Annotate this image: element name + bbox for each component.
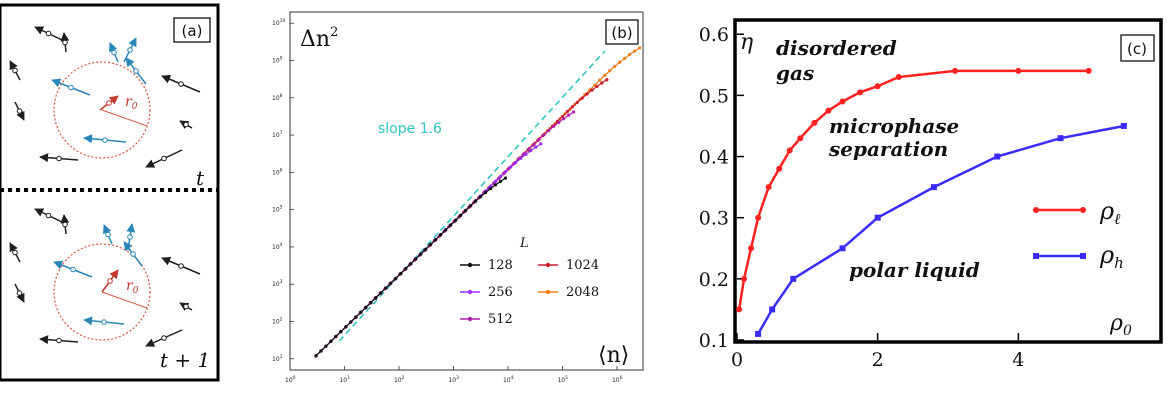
series-point-L128 — [319, 349, 322, 352]
series-point-L2048 — [628, 53, 631, 56]
legend-marker-rho-high — [1080, 253, 1086, 259]
time-label-bottom: t + 1 — [160, 348, 211, 372]
series-point-L128 — [344, 325, 347, 328]
x-tick-label: $10^6$ — [611, 376, 623, 384]
series-point-L128 — [364, 306, 367, 309]
legend-marker-L2048 — [546, 290, 550, 294]
series-point-rho-low — [755, 215, 761, 221]
series-point-L2048 — [598, 79, 601, 82]
panel-a-label: (a) — [181, 22, 203, 40]
x-tick-label: 2 — [871, 349, 884, 371]
series-point-rho-low — [1086, 68, 1092, 74]
agents-top — [10, 27, 200, 167]
legend-marker-L256 — [468, 290, 472, 294]
series-point-rho-low — [952, 68, 958, 74]
series-point-L128 — [464, 209, 467, 212]
series-point-rho-low — [766, 184, 772, 190]
neighbor-dot — [106, 232, 111, 237]
series-point-L512 — [547, 129, 550, 132]
series-point-L256 — [494, 180, 497, 183]
series-point-L128 — [424, 248, 427, 251]
neighbor-dot — [128, 235, 133, 240]
panel-b-ticks — [272, 18, 623, 384]
y-tick-label: $10^8$ — [272, 93, 283, 102]
region-polar-liquid: polar liquid — [849, 258, 980, 282]
panel-b-plot-frame — [290, 12, 643, 370]
panel-c-series — [736, 68, 1127, 337]
neighbor-dot — [103, 138, 108, 143]
agent-dot — [179, 82, 184, 87]
series-point-rho-low — [857, 89, 863, 95]
panel-c-ticks — [699, 24, 1025, 371]
series-point-L2048 — [603, 74, 606, 77]
legend-label-L2048: 2048 — [566, 285, 600, 300]
series-point-rho-high — [931, 184, 937, 190]
legend-label-L128: 128 — [488, 258, 513, 273]
series-point-L128 — [434, 238, 437, 241]
series-point-L128 — [494, 183, 497, 186]
series-point-rho-low — [787, 147, 793, 153]
series-point-rho-high — [875, 215, 881, 221]
series-point-L512 — [562, 117, 565, 120]
series-point-L128 — [394, 277, 397, 280]
y-tick-label: $10^5$ — [272, 205, 283, 214]
series-point-rho-high — [790, 276, 796, 282]
legend-marker-L512 — [468, 317, 472, 321]
neighbor-dot — [131, 252, 136, 257]
series-point-L128 — [339, 330, 342, 333]
series-point-rho-low — [875, 83, 881, 89]
region-microphase-line1: microphase — [829, 114, 960, 138]
neighbor-dot — [112, 50, 117, 55]
series-point-rho-low — [1015, 68, 1021, 74]
series-point-L512 — [537, 138, 540, 141]
y-tick-label: $10^1$ — [272, 354, 283, 363]
agent-dot — [57, 338, 62, 343]
neighbor-dot — [134, 69, 139, 74]
series-point-rho-high — [840, 245, 846, 251]
legend-marker-rho-low — [1033, 207, 1039, 213]
series-point-L1024 — [566, 110, 569, 113]
series-point-L256 — [514, 161, 517, 164]
series-point-rho-low — [825, 108, 831, 114]
series-point-L128 — [484, 191, 487, 194]
agent-dot — [184, 304, 189, 309]
panel-a-frame — [0, 5, 218, 380]
series-point-L128 — [469, 204, 472, 207]
agent-dot — [162, 336, 167, 341]
agents-bottom — [10, 209, 200, 346]
series-point-L256 — [534, 146, 537, 149]
series-point-L256 — [504, 170, 507, 173]
x-tick-label: $10^1$ — [339, 376, 351, 384]
series-point-L1024 — [571, 105, 574, 108]
series-point-L1024 — [576, 101, 579, 104]
legend-label-L1024: 1024 — [566, 258, 600, 273]
series-point-rho-high — [755, 331, 761, 337]
series-point-L1024 — [595, 85, 598, 88]
panel-c-label: (c) — [1127, 40, 1147, 58]
agent-dot — [46, 31, 51, 36]
series-point-L1024 — [605, 78, 608, 81]
series-point-L128 — [454, 219, 457, 222]
y-tick-label: $10^4$ — [272, 242, 283, 251]
region-disordered-gas-line2: gas — [776, 61, 815, 85]
series-point-L1024 — [590, 88, 593, 91]
series-point-L128 — [314, 354, 317, 357]
series-point-L512 — [557, 121, 560, 124]
y-tick-label: $10^7$ — [272, 131, 283, 140]
region-disordered-gas-line1: disordered — [776, 36, 897, 60]
panel-b-fluctuations — [272, 12, 643, 384]
series-point-L128 — [359, 311, 362, 314]
y-tick-label: $10^3$ — [272, 280, 283, 289]
panel-a-agents — [0, 5, 218, 380]
series-point-L128 — [324, 345, 327, 348]
series-point-rho-high — [769, 306, 775, 312]
series-point-L512 — [542, 133, 545, 136]
series-point-L128 — [444, 228, 447, 231]
legend-label-L256: 256 — [488, 285, 513, 300]
legend-marker-L128 — [468, 263, 472, 267]
series-point-rho-low — [797, 135, 803, 141]
radius-label-top: $r_0$ — [125, 94, 138, 112]
series-point-L128 — [409, 262, 412, 265]
series-line-L2048 — [316, 48, 640, 356]
series-point-L2048 — [608, 69, 611, 72]
panel-c-legend — [1033, 197, 1124, 272]
series-point-L128 — [369, 301, 372, 304]
radius-line-top — [102, 110, 147, 126]
series-point-L2048 — [638, 46, 641, 49]
neighbor-dot — [128, 48, 133, 53]
y-tick-label: $10^{10}$ — [272, 19, 286, 28]
panel-b-label: (b) — [611, 24, 633, 42]
agent-dot — [17, 291, 22, 296]
neighbor-dot — [102, 320, 107, 325]
agent-dot — [184, 122, 189, 127]
legend-marker-rho-high — [1033, 253, 1039, 259]
agent-dot — [17, 109, 22, 114]
legend-label-rho-high: $\rho_h$ — [1100, 241, 1124, 272]
series-point-L256 — [539, 142, 542, 145]
series-line-L1024 — [316, 80, 607, 356]
series-point-rho-low — [736, 306, 742, 312]
panel-b-xlabel: ⟨n⟩ — [598, 343, 630, 368]
agent-dot — [13, 250, 18, 255]
y-tick-label: 0.6 — [698, 24, 729, 47]
series-point-L256 — [509, 165, 512, 168]
panel-b-ylabel: $\Delta n^2$ — [300, 25, 339, 52]
series-point-L1024 — [585, 92, 588, 95]
series-point-rho-low — [741, 276, 747, 282]
agent-dot — [57, 156, 62, 161]
legend-marker-rho-low — [1080, 207, 1086, 213]
x-tick-label: $10^2$ — [393, 376, 405, 384]
series-point-L256 — [519, 157, 522, 160]
y-tick-label: 0.2 — [698, 268, 729, 291]
series-point-L128 — [399, 272, 402, 275]
series-point-L128 — [489, 187, 492, 190]
x-tick-label: $10^4$ — [502, 376, 514, 384]
x-tick-label: 4 — [1012, 349, 1025, 371]
y-tick-label: 0.4 — [698, 146, 729, 169]
legend-label-L512: 512 — [488, 312, 513, 327]
series-point-L1024 — [600, 81, 603, 84]
series-point-L512 — [567, 114, 570, 117]
series-point-L512 — [532, 142, 535, 145]
series-point-L128 — [504, 177, 507, 180]
series-point-L2048 — [618, 61, 621, 64]
x-tick-label: $10^5$ — [557, 376, 569, 384]
series-point-rho-low — [811, 120, 817, 126]
neighbor-dot — [71, 267, 76, 272]
time-label-top: t — [196, 166, 205, 190]
series-line-L128 — [316, 178, 506, 356]
panel-b-legend — [460, 258, 599, 327]
series-point-L128 — [329, 340, 332, 343]
series-point-L128 — [334, 335, 337, 338]
series-point-rho-high — [1121, 123, 1127, 129]
series-point-L128 — [479, 195, 482, 198]
focal-dot — [108, 279, 113, 284]
series-line-L512 — [316, 112, 574, 356]
series-point-L256 — [529, 149, 532, 152]
series-point-L128 — [384, 286, 387, 289]
legend-marker-L1024 — [546, 263, 550, 267]
series-point-L128 — [474, 199, 477, 202]
agent-dot — [162, 156, 167, 161]
series-point-L128 — [349, 320, 352, 323]
series-point-L128 — [429, 243, 432, 246]
agent-dot — [179, 264, 184, 269]
neighbor-dot — [69, 85, 74, 90]
series-point-L128 — [404, 267, 407, 270]
radius-line-bottom — [102, 292, 147, 308]
agent-dot — [63, 40, 68, 45]
series-point-L128 — [379, 291, 382, 294]
series-point-L2048 — [633, 50, 636, 53]
radius-label-bottom: $r_0$ — [126, 278, 139, 296]
focal-dot — [107, 101, 112, 106]
x-tick-label: 0 — [730, 349, 744, 371]
x-tick-label: $10^3$ — [448, 376, 460, 384]
region-microphase-line2: separation — [829, 137, 949, 161]
panel-c-phase-diagram — [699, 20, 1161, 371]
series-point-L128 — [439, 233, 442, 236]
series-point-L512 — [572, 110, 575, 113]
x-tick-label: $10^0$ — [285, 376, 296, 384]
series-point-L128 — [354, 315, 357, 318]
y-tick-label: $10^9$ — [272, 56, 283, 65]
y-tick-label: $10^2$ — [272, 317, 283, 326]
series-point-L512 — [552, 125, 555, 128]
series-point-L256 — [524, 153, 527, 156]
slope-label: slope 1.6 — [378, 121, 442, 137]
series-point-L2048 — [613, 65, 616, 68]
agent-dot — [13, 68, 18, 73]
series-point-L128 — [419, 252, 422, 255]
series-point-rho-high — [994, 154, 1000, 160]
y-tick-label: 0.1 — [698, 330, 729, 352]
series-point-rho-low — [776, 166, 782, 172]
series-point-L1024 — [581, 96, 584, 99]
series-point-rho-low — [748, 245, 754, 251]
series-point-L128 — [414, 257, 417, 260]
panel-b-series — [314, 46, 641, 357]
series-point-L2048 — [623, 57, 626, 60]
y-tick-label: 0.5 — [698, 85, 729, 108]
series-point-rho-low — [896, 74, 902, 80]
series-point-L128 — [459, 214, 462, 217]
panel-c-ylabel: η — [740, 30, 754, 55]
series-point-rho-low — [840, 99, 846, 105]
legend-title-L: L — [520, 236, 529, 251]
series-point-L256 — [499, 175, 502, 178]
y-tick-label: $10^6$ — [272, 168, 283, 177]
y-tick-label: 0.3 — [698, 207, 729, 230]
series-point-rho-high — [1058, 135, 1064, 141]
agent-dot — [46, 213, 51, 218]
series-point-L128 — [499, 180, 502, 183]
legend-label-rho-low: $\rho_\ell$ — [1100, 197, 1121, 228]
agent-dot — [63, 222, 68, 227]
series-point-L128 — [374, 296, 377, 299]
panel-c-xlabel: $\rho_0$ — [1110, 311, 1132, 339]
series-point-L128 — [449, 223, 452, 226]
series-point-L128 — [389, 282, 392, 285]
